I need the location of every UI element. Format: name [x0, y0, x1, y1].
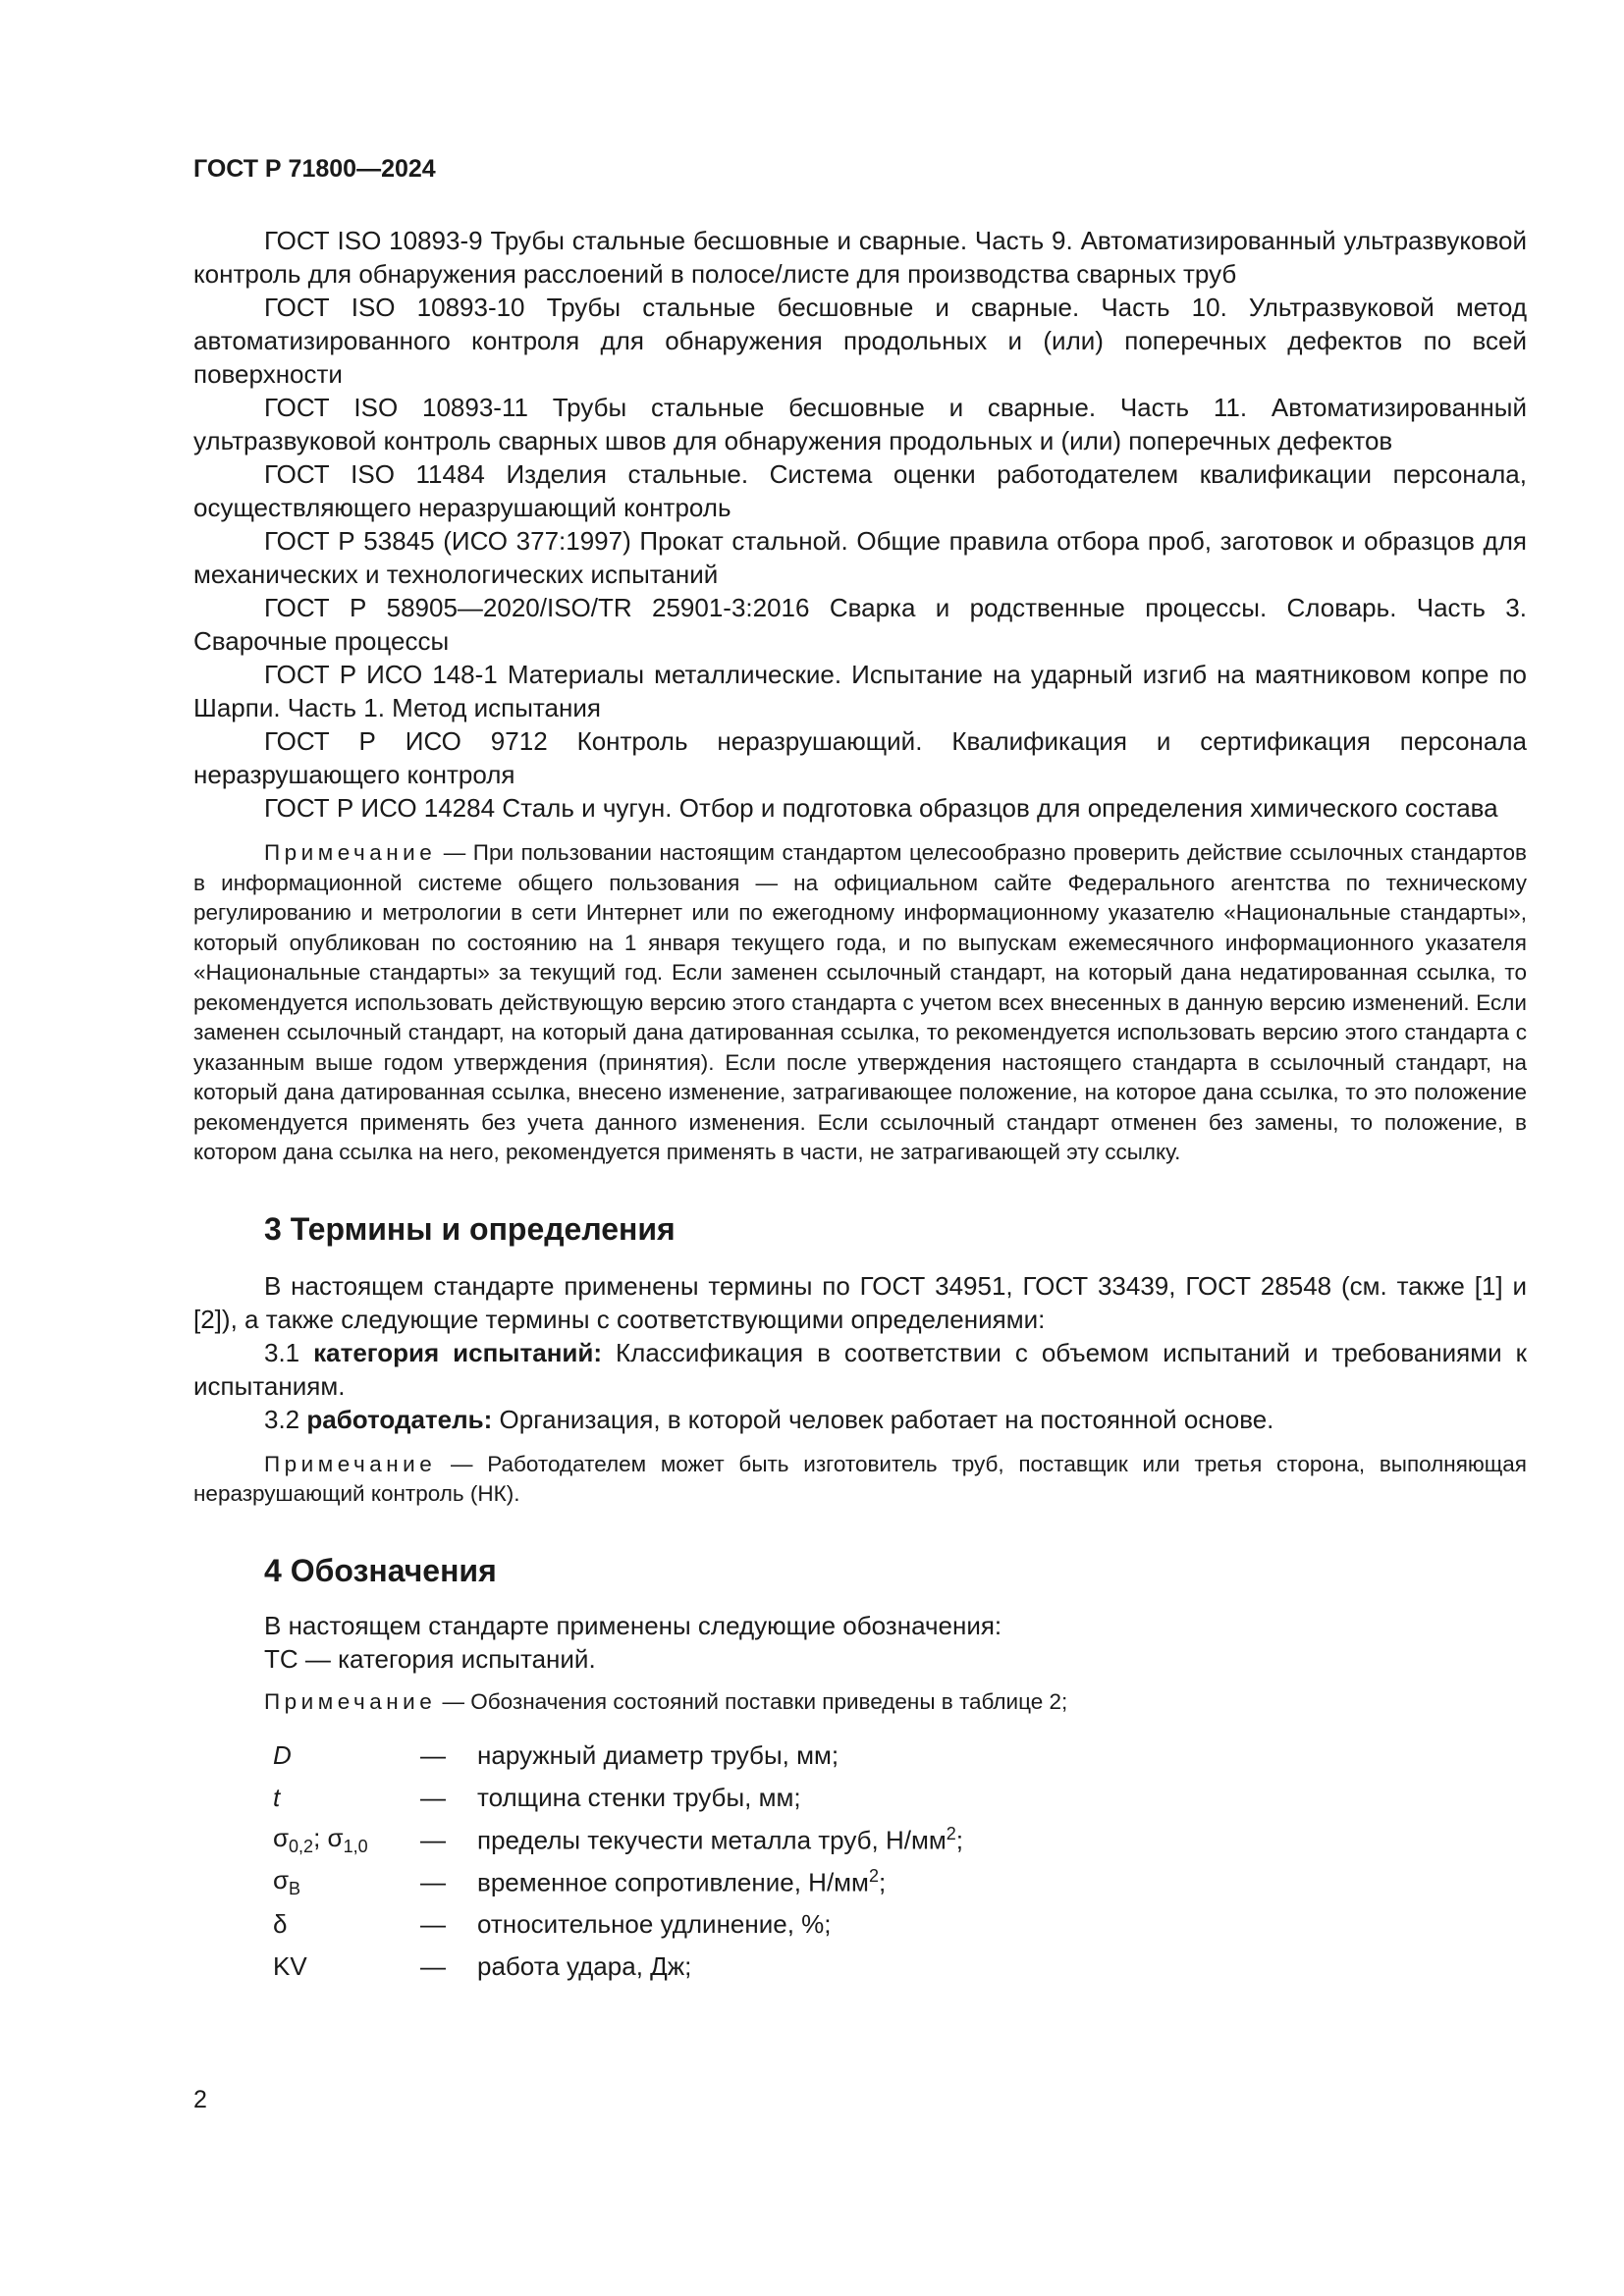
section-4-intro: В настоящем стандарте применены следующие обозначения:: [264, 1610, 1002, 1640]
reference-item: [193, 224, 1527, 291]
reference-title: Сталь и чугун. Отбор и подготовка образцов для определения химического состава: [502, 793, 1498, 823]
symbol: $\sigma_{0,2}$; $\sigma_{1,0}$: [273, 1822, 368, 1857]
reference-item: [193, 724, 1527, 791]
reference-item: [193, 524, 1527, 591]
section-4-tc: ТС — категория испытаний.: [264, 1643, 596, 1674]
reference-code: ГОСТ ISO 10893-10: [264, 293, 525, 322]
reference-code: ГОСТ Р ИСО 9712: [264, 726, 548, 756]
reference-title: Контроль неразрушающий. Квалификация и сертификация персонала неразрушающего контроля: [193, 726, 1527, 789]
symbol-dash: —: [420, 1783, 446, 1812]
symbol-description: временное сопротивление, $Н/мм^2$;: [477, 1866, 887, 1897]
note-label: Примечание: [264, 1688, 437, 1714]
reference-code: ГОСТ ISO 10893-11: [264, 393, 528, 422]
symbol-dash: —: [420, 1825, 446, 1854]
reference-title: Трубы стальные бесшовные и сварные. Часть 11. Автоматизированный ультразвуковой контроль сварных швов для обнаружения продольных и (или) поперечных дефектов: [193, 393, 1527, 455]
symbol-dash: —: [420, 1951, 446, 1981]
note-text: — Работодателем может быть изготовитель труб, поставщик или третья сторона, выполняющая неразрушающий контроль (НК).: [193, 1451, 1527, 1506]
symbol-description: пределы текучести металла труб, $Н/мм^2$;: [477, 1824, 963, 1855]
symbol-row: [249, 1903, 963, 1946]
page-body: [193, 224, 1527, 1988]
reference-item: [193, 457, 1527, 524]
symbol-row: [249, 1777, 963, 1819]
symbols-table: [249, 1735, 963, 1988]
section-4-heading: 4 Обозначения: [264, 1552, 497, 1588]
symbol-dash: —: [420, 1740, 446, 1770]
references-note: [193, 838, 1527, 1168]
reference-code: ГОСТ Р 58905—2020/ISO/TR 25901-3:2016: [264, 593, 810, 622]
symbol-description: работа удара, Дж;: [477, 1951, 692, 1981]
reference-title: Прокат стальной. Общие правила отбора проб, заготовок и образцов для механических и технологических испытаний: [193, 526, 1527, 589]
symbol: D: [273, 1740, 292, 1770]
normative-references-list: [193, 224, 1527, 825]
reference-title: Сварка и родственные процессы. Словарь. Часть 3. Сварочные процессы: [193, 593, 1527, 656]
reference-title: Изделия стальные. Система оценки работодателем квалификации персонала, осуществляющего неразрушающий контроль: [193, 459, 1527, 522]
reference-item: [193, 791, 1527, 825]
document-id-header: ГОСТ Р 71800—2024: [193, 155, 436, 183]
note-label: Примечание: [264, 1451, 437, 1476]
term-3-2: [193, 1403, 1527, 1436]
section-4-note: [193, 1687, 1527, 1718]
reference-code: ГОСТ Р ИСО 148-1: [264, 660, 498, 689]
term-name: категория испытаний:: [313, 1337, 603, 1367]
section-3-intro: В настоящем стандарте применены термины по ГОСТ 34951, ГОСТ 33439, ГОСТ 28548 (см. также [1] и [2]), а также следующие термины с соответствующими определениями:: [193, 1270, 1527, 1334]
symbol-row: [249, 1861, 963, 1903]
note-text: — Обозначения состояний поставки приведены в таблице 2;: [442, 1688, 1068, 1714]
symbol: $\sigma_В$: [273, 1864, 301, 1899]
symbol-dash: —: [420, 1867, 446, 1896]
section-3-heading: 3 Термины и определения: [264, 1210, 676, 1247]
symbol: t: [273, 1783, 281, 1812]
section-3-note: [193, 1450, 1527, 1510]
symbol-description: относительное удлинение, %;: [477, 1909, 832, 1939]
reference-item: [193, 391, 1527, 457]
symbol: KV: [273, 1951, 307, 1981]
reference-code: ГОСТ ISO 10893-9: [264, 226, 483, 255]
symbol-row: [249, 1946, 963, 1988]
symbol-row: [249, 1735, 963, 1777]
reference-code: ГОСТ Р 53845 (ИСО 377:1997): [264, 526, 631, 556]
reference-item: [193, 591, 1527, 658]
term-number: 3.1: [264, 1337, 300, 1367]
term-number: 3.2: [264, 1404, 300, 1434]
reference-code: ГОСТ ISO 11484: [264, 459, 485, 489]
reference-title: Трубы стальные бесшовные и сварные. Часть 10. Ультразвуковой метод автоматизированного контроля для обнаружения продольных и (или) поперечных дефектов по всей поверхности: [193, 293, 1527, 389]
reference-item: [193, 658, 1527, 724]
term-definition: Классификация в соответствии с объемом испытаний и требованиями к испытаниям.: [193, 1337, 1527, 1401]
reference-item: [193, 291, 1527, 391]
reference-code: ГОСТ Р ИСО 14284: [264, 793, 496, 823]
note-text: — При пользовании настоящим стандартом целесообразно проверить действие ссылочных стандартов в информационной системе общего пользования — на официальном сайте Федерального агентства по техническому регулированию и метрологии в сети Интернет или по ежегодному информационному указателю «Национальные стандарты», который опубликован по состоянию на 1 января текущего года, и по выпускам ежемесячного информационного указателя «Национальные стандарты» за текущий год. Если заменен ссылочный стандарт, на который дана недатированная ссылка, то рекомендуется использовать действующую версию этого стандарта с учетом всех внесенных в данную версию изменений. Если заменен ссылочный стандарт, на который дана датированная ссылка, то рекомендуется использовать версию этого стандарта с указанным выше годом утверждения (принятия). Если после утверждения настоящего стандарта в ссылочный стандарт, на который дана датированная ссылка, внесено изменение, затрагивающее положение, на которое дана ссылка, то это положение рекомендуется применять без учета данного изменения. Если ссылочный стандарт отменен без замены, то положение, в котором дана ссылка на него, рекомендуется применять в части, не затрагивающей эту ссылку.: [193, 840, 1527, 1164]
symbol: δ: [273, 1909, 288, 1939]
term-definition: Организация, в которой человек работает на постоянной основе.: [499, 1404, 1274, 1434]
symbol-dash: —: [420, 1909, 446, 1939]
reference-title: Материалы металлические. Испытание на ударный изгиб на маятниковом копре по Шарпи. Часть 1. Метод испытания: [193, 660, 1527, 722]
symbol-description: толщина стенки трубы, мм;: [477, 1783, 801, 1812]
term-3-1: [193, 1336, 1527, 1403]
term-name: работодатель:: [306, 1404, 493, 1434]
symbol-description: наружный диаметр трубы, мм;: [477, 1740, 839, 1770]
reference-title: Трубы стальные бесшовные и сварные. Часть 9. Автоматизированный ультразвуковой контроль для обнаружения расслоений в полосе/листе для производства сварных труб: [193, 226, 1528, 289]
page-number: 2: [193, 2086, 207, 2113]
symbol-row: [249, 1819, 963, 1861]
note-label: Примечание: [264, 840, 437, 865]
